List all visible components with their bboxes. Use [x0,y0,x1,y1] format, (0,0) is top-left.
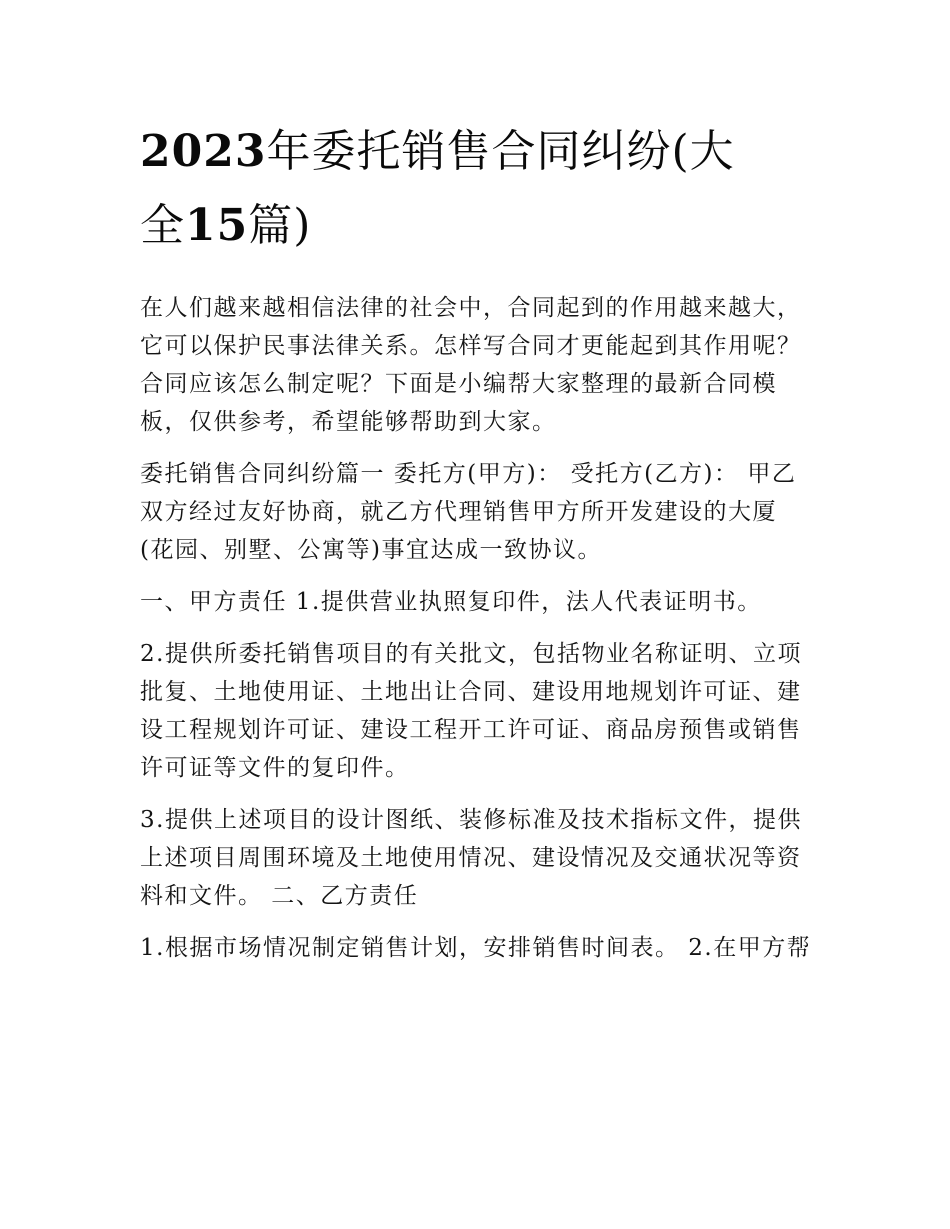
title-text-line1: 年委托销售合同纠纷(大 [266,126,735,177]
paragraph-party-a-duty-2 [140,635,830,787]
title-count: 15 [185,200,249,251]
title-text-line2a: 全 [140,200,185,251]
paragraph-party-b-duty-1 [140,929,830,967]
paragraph-party-a-duty-1 [140,583,830,621]
text-line: 一、甲方责任 1.提供营业执照复印件，法人代表证明书。 [140,589,762,615]
paragraph-party-a-duty-3 [140,801,830,915]
text-line: 许可证等文件的复印件。 [140,755,410,781]
text-line: 在人们越来越相信法律的社会中，合同起到的作用越来越大， [140,295,802,321]
text-line: 合同应该怎么制定呢？下面是小编帮大家整理的最新合同模 [140,371,777,397]
text-line: 2.提供所委托销售项目的有关批文，包括物业名称证明、立项 [140,641,802,667]
text-line: (花园、别墅、公寓等)事宜达成一致协议。 [140,537,602,563]
text-line: 1.根据市场情况制定销售计划，安排销售时间表。 2.在甲方帮 [140,935,812,961]
paragraph-parties [140,455,830,569]
document-body [140,115,830,967]
text-line: 板，仅供参考，希望能够帮助到大家。 [140,409,557,435]
paragraph-intro [140,289,830,441]
text-line: 设工程规划许可证、建设工程开工许可证、商品房预售或销售 [140,717,802,743]
text-line: 双方经过友好协商，就乙方代理销售甲方所开发建设的大厦 [140,499,777,525]
title-year: 2023 [140,126,267,177]
text-line: 它可以保护民事法律关系。怎样写合同才更能起到其作用呢？ [140,333,802,359]
document-title [140,115,830,263]
text-line: 上述项目周围环境及土地使用情况、建设情况及交通状况等资 [140,845,802,871]
title-text-line2b: 篇) [248,200,312,251]
text-line: 料和文件。 二、乙方责任 [140,883,419,909]
text-line: 3.提供上述项目的设计图纸、装修标准及技术指标文件，提供 [140,807,802,833]
text-line: 委托销售合同纠纷篇一 委托方(甲方)： 受托方(乙方)： 甲乙 [140,461,797,487]
text-line: 批复、土地使用证、土地出让合同、建设用地规划许可证、建 [140,679,802,705]
